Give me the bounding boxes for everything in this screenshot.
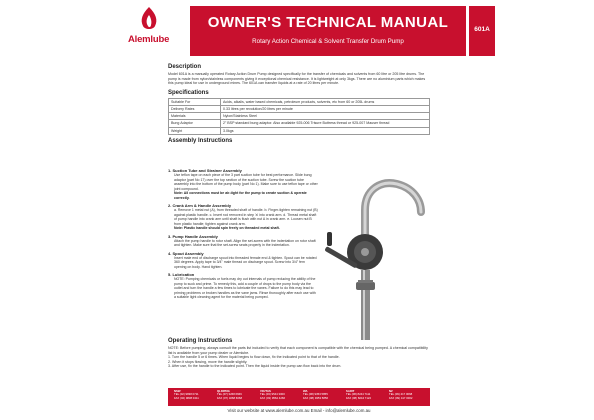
spec-row (169, 98, 430, 105)
spec-value: Acids, alkalis, water based chemicals, petroleum products, solvents, etc from 60 or 205L drums (221, 98, 430, 105)
spec-row (169, 120, 430, 127)
offices-strip (168, 388, 430, 406)
office-city: NSW (174, 389, 181, 393)
step-number: 3. (168, 233, 172, 239)
step-title-text: Crank Arm & Handle Assembly (172, 203, 232, 208)
office-contact (303, 390, 328, 400)
step-text: Use teflon tape on each piece of the 3 part suction tube for best performance. Slide bung adaptor (part No 17) over the top section of the suction tube. Screw the suction tube assembly into the bottom of the pump body (part No 1). Make sure to use teflon tape or other joint compound. (174, 173, 318, 191)
office-contact (217, 390, 242, 400)
assembly-step (168, 272, 318, 300)
step-note: Note: All connections must be air-tight for the pump to create suction & operate correctly. (174, 191, 307, 200)
drum-pump-icon (325, 170, 435, 342)
pump-photo (325, 170, 435, 342)
office-tel: TEL (07) 3268 6666 (217, 392, 242, 397)
step-number: 1. (168, 168, 172, 173)
spec-value: Nylon/Stainless Steel (221, 113, 430, 120)
step-text: Attach the pump handle to rotor shaft. Align the set-screw with the indentation on rotor shaft and tighten. Make sure that the set-screw seats properly in the indentation. (174, 238, 316, 247)
office-tel: TEL (03) 9544 3000 (260, 392, 285, 397)
description-text: Model 601A is a manually operated Rotary Action Drum Pump designed specifically for the transfer of chemicals and solvents from 60 litre or 205 litre drums. The pump is made from nylon/stainless components giving it exceptional chemical resistance. It is lightweight at only 3kgs. There are no aluminium parts which makes this pump ideal for use in underground mines. The 601A can transfer liquids at a rate of 20 litres per minute. (168, 72, 426, 86)
step-title-text: Suction Tube and Strainer Assembly (172, 168, 242, 173)
header (0, 0, 594, 58)
page-title: OWNER'S TECHNICAL MANUAL (207, 14, 449, 31)
office-tel: TEL (08) 8244 7111 (346, 392, 371, 397)
website-line: Visit our website at www.alemlube.com.au Email - info@alemlube.com.au (227, 408, 371, 413)
office-contact (174, 390, 199, 400)
step-number: 5. (168, 272, 172, 277)
operating-section (168, 336, 430, 369)
spec-key: Delivery Rates (169, 105, 221, 112)
step-text: NOTE: Pumping chemicals or fuels may dry out internals of pump reducing the ability of the pump to suck and prime. To remedy this, add a couple of drops to the pump body via the outlet and turn the handle a few times to lubricate the vanes. Failure to do this may lead to priming problems or broken handles as the vane jams. Rinse thoroughly after each use with a suitable light cleaning agent for the material being pumped. (174, 277, 316, 299)
spec-row (169, 105, 430, 112)
description-heading: Description (168, 64, 202, 70)
assembly-step (168, 168, 318, 200)
spec-key: Materials (169, 113, 221, 120)
office-tel: TEL (02) 9838 0711 (174, 392, 199, 397)
spec-value: 2" BSP standard bung adaptor. Also available 925-006 Trisure Buttress thread or 925-007 Mauser thread (221, 120, 430, 127)
step-title-text: Spout Assembly (172, 250, 204, 256)
page-subtitle: Rotary Action Chemical & Solvent Transfer Drum Pump (252, 38, 404, 45)
office-city: QLD/PNG (217, 389, 230, 393)
office-city: VIC/TAS (260, 389, 271, 393)
spec-key: Bung Adaptor (169, 120, 221, 127)
assembly-steps (168, 168, 318, 303)
office-contact (260, 390, 285, 400)
office-contact (346, 390, 371, 400)
operating-step-3: 3. After use, fix the handle to the indicated point. Then the liquid inside the pump can flow back into the drum. (168, 364, 342, 369)
content-top (168, 62, 430, 146)
assembly-step (168, 234, 318, 248)
office-city: NZ (389, 389, 393, 393)
operating-step-1: 1. Turn the handle 5 or 6 times. When liquid begins to flow down, fix the indicated point to that of the handle. (168, 355, 340, 360)
office-city: WA (303, 389, 308, 393)
operating-note: NOTE: Before pumping, always consult the parts list included to verify that each component is compatible with the chemical being pumped. A chemical compatibility list is available from your pump dealer or Alemlube. (168, 346, 428, 355)
office-tel: TEL (09) 417 0068 (389, 392, 413, 397)
model-code-box (469, 6, 495, 56)
office-fax: FAX (08) 9353 5856 (303, 395, 329, 400)
spec-key: Weight (169, 127, 221, 134)
office-fax: FAX (08) 8244 7122 (346, 395, 372, 400)
flame-logo-icon (138, 6, 160, 32)
office-city: SA/NT (346, 389, 355, 393)
specifications-table (168, 98, 430, 135)
spec-value: 0.33 litres per revolution/20 litres per minute (221, 105, 430, 112)
office-contact (389, 390, 412, 400)
office-fax: FAX (09) 417 0002 (389, 395, 413, 400)
operating-heading: Operating Instructions (168, 338, 233, 344)
step-note: Note: Plastic handle should spin freely on threaded metal shaft. (174, 226, 280, 230)
model-code: 601A (474, 26, 490, 33)
step-text: Insert male end of discharge spout into threaded female end & tighten. Spout can be rotated 360 degrees. Apply tape to 3/4" male thread on discharge spout. Screw into 3/4" fem opening on body. Hand tighten. (174, 255, 317, 269)
operating-step-2: 2. When it stops flowing, move the handle slightly. (168, 359, 248, 364)
brand-logo (128, 6, 170, 52)
title-band (190, 6, 466, 56)
step-title-text: Lubrication (172, 272, 195, 277)
spec-key: Suitable For (169, 98, 221, 105)
spec-row (169, 127, 430, 134)
office-tel: TEL (08) 9353 5855 (303, 392, 328, 397)
step-text: a. Remove 1 metal nut (A), from threaded shaft of handle. b. Finger-tighten remaining nut (B) against plastic handle. c. Insert rod removed in step 'a' into crank arm. d. Thread metal shaft of pump handle into crank arm until shaft is flush with nut A in crank arm. e. Loosen nut B from plastic handle; tighten against crank arm. (174, 208, 318, 226)
step-title-text: Pump Handle Assembly (172, 233, 218, 239)
office-fax: FAX (03) 9562 4266 (260, 395, 286, 400)
office-fax: FAX (02) 9838 0411 (174, 395, 199, 400)
assembly-step (168, 203, 318, 231)
brand-name: Alemlube (128, 34, 170, 45)
spec-row (169, 113, 430, 120)
assembly-heading: Assembly Instructions (168, 137, 233, 144)
spec-value: 3.0kgs (221, 127, 430, 134)
specifications-heading: Specifications (168, 89, 209, 96)
step-number: 2. (168, 203, 172, 208)
step-number: 4. (168, 250, 172, 256)
office-fax: FAX (07) 3268 6668 (217, 395, 243, 400)
assembly-step (168, 251, 318, 270)
